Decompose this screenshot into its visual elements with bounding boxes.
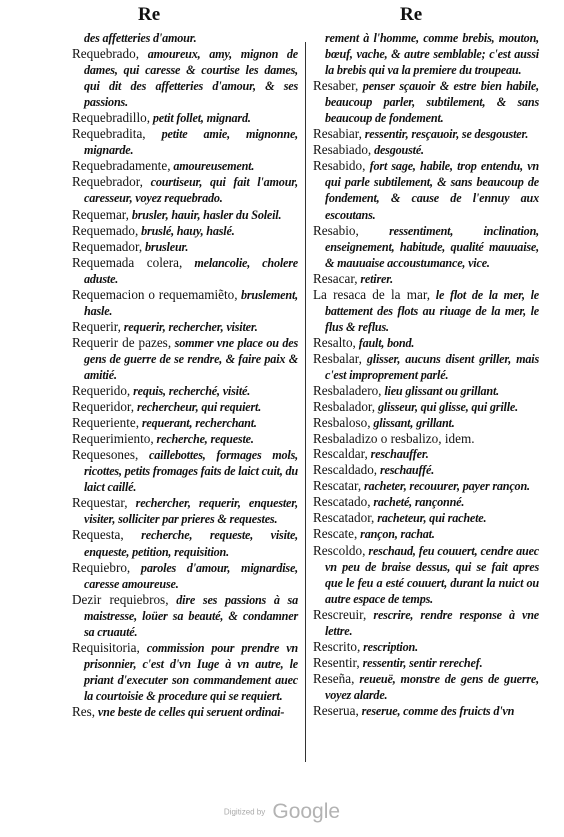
dictionary-entry xyxy=(72,110,298,126)
entry-headword: Requeriente, xyxy=(72,415,140,431)
entry-definition: penser sçauoir & estre bien habile, beaucoup parler, subtilement, & sans beaucoup de fondement. xyxy=(325,79,539,126)
dictionary-entry xyxy=(313,446,539,462)
entry-headword: Resentir, xyxy=(313,654,360,670)
dictionary-entry xyxy=(313,494,539,510)
entry-headword: Reserua, xyxy=(313,702,359,718)
entry-definition: ressentir, resçauoir, se desgouster. xyxy=(361,127,529,142)
entry-headword: Res, xyxy=(72,703,96,719)
entry-definition: commission pour prendre vn prisonnier, c'est d'vn Iuge à vn autre, le priant d'executer son commandement auec la courtoisie & procedure qui se requiert. xyxy=(84,640,298,703)
dictionary-entry xyxy=(313,671,539,703)
entry-headword: Resabido, xyxy=(313,158,366,174)
dictionary-entry xyxy=(313,335,539,351)
entry-definition: des affetteries d'amour. xyxy=(84,31,197,45)
entry-headword: Requiebro, xyxy=(72,559,131,575)
dictionary-entry xyxy=(72,223,298,239)
entry-definition: rescription. xyxy=(360,639,418,654)
dictionary-entry xyxy=(72,126,298,158)
entry-definition: rement à l'homme, comme brebis, mouton, bœuf, vache, & autre semblable; c'est aussi la brebis qui va la premiere du troupeau. xyxy=(325,31,539,78)
dictionary-entry xyxy=(72,287,298,319)
entry-headword: Dezir requiebros, xyxy=(72,591,169,607)
entry-headword: Resalto, xyxy=(313,334,356,350)
dictionary-entry xyxy=(313,510,539,526)
entry-definition: le flot de la mer, le battement des flots au riuage de la mer, le flus & reflus. xyxy=(325,287,539,334)
dictionary-entry xyxy=(313,158,539,222)
entry-headword: Requisitoria, xyxy=(72,639,140,655)
dictionary-entry xyxy=(72,640,298,704)
entry-definition: racheteur, qui rachete. xyxy=(374,511,487,526)
left-column xyxy=(72,30,298,720)
entry-definition: lieu glissant ou grillant. xyxy=(381,384,500,399)
entry-definition: requerir, rechercher, visiter. xyxy=(120,319,258,334)
entry-definition: fort sage, habile, trop entendu, vn qui parle subtilement, & sans beaucoup de fondement, & cause de l'ennuy aux escoutans. xyxy=(325,159,539,222)
entry-headword: Rescreuir, xyxy=(313,606,367,622)
running-header xyxy=(0,4,564,30)
dictionary-entry xyxy=(313,415,539,431)
entry-headword: Resabio, xyxy=(313,222,359,238)
entry-definition: ressentiment, inclination, enseignement, habitude, qualité mauuaise, & mauuaise accoustumance, vice. xyxy=(325,223,539,270)
entry-headword: Rescatar, xyxy=(313,478,362,494)
dictionary-entry xyxy=(313,655,539,671)
google-logo: Google xyxy=(272,800,341,823)
entry-definition: bruslement, hasle. xyxy=(84,287,299,318)
dictionary-entry xyxy=(72,399,298,415)
dictionary-entry xyxy=(72,495,298,527)
right-column xyxy=(313,30,539,719)
entry-definition: racheter, recouurer, payer rançon. xyxy=(361,479,530,494)
entry-headword: Rescate, xyxy=(313,526,358,542)
header-right: Re xyxy=(400,4,423,25)
entry-headword: Rescatador, xyxy=(313,510,375,526)
entry-definition: petite amie, mignonne, mignarde. xyxy=(84,127,298,158)
dictionary-entry xyxy=(72,415,298,431)
entry-headword: Requebrador, xyxy=(72,174,143,190)
entry-headword: Requemada colera, xyxy=(72,254,183,270)
entry-definition: requis, recherché, visité. xyxy=(130,384,251,399)
dictionary-entry xyxy=(313,383,539,399)
entry-definition: reschauffé. xyxy=(377,463,435,478)
digitized-by-label: Digitized by xyxy=(223,807,266,817)
entry-definition: vne beste de celles qui seruent ordinai- xyxy=(95,704,285,719)
entry-definition: reserue, comme des fruicts d'vn xyxy=(358,703,515,718)
dictionary-entry xyxy=(313,287,539,335)
dictionary-entry xyxy=(313,526,539,542)
dictionary-entry xyxy=(313,431,539,446)
entry-headword: Requeridor, xyxy=(72,399,135,415)
dictionary-entry xyxy=(313,78,539,126)
dictionary-entry xyxy=(72,174,298,206)
entry-definition: reschauffer. xyxy=(367,447,429,462)
entry-headword: Requesta, xyxy=(72,527,124,543)
dictionary-entry xyxy=(72,704,298,720)
entry-headword: Rescrito, xyxy=(313,638,361,654)
dictionary-entry xyxy=(72,527,298,559)
entry-definition: paroles d'amour, mignardise, caresse amoureuse. xyxy=(84,560,298,591)
entry-definition: desgousté. xyxy=(371,143,424,158)
dictionary-entry xyxy=(313,543,539,607)
entry-definition: melancolie, cholere aduste. xyxy=(84,255,298,286)
entry-definition: amoureux, amy, mignon de dames, qui caresse & courtise les dames, qui dit des affetteries d'amour, & ses passions. xyxy=(84,47,298,110)
entry-headword: Requemado, xyxy=(72,222,139,238)
entry-definition: glisseur, qui glisse, qui grille. xyxy=(375,400,518,415)
entry-definition: brusler, hauir, hasler du Soleil. xyxy=(128,207,282,222)
entry-definition: requerant, recherchant. xyxy=(139,416,257,431)
entry-headword: Resbalar, xyxy=(313,350,362,366)
entry-definition: glisser, aucuns disent griller, mais c'est improprement parlé. xyxy=(325,351,539,382)
entry-headword: Resacar, xyxy=(313,270,358,286)
entry-definition: caillebottes, formages mols, ricottes, petits fromages faits de laict cuit, du laict caillé. xyxy=(84,448,298,495)
entry-headword: Resabiado, xyxy=(313,142,372,158)
entry-definition: dire ses passions à sa maistresse, loüer sa beauté, & condamner sa cruauté. xyxy=(84,592,298,639)
dictionary-entry xyxy=(313,478,539,494)
entry-definition: reueuë, monstre de gens de guerre, voyez alarde. xyxy=(325,671,539,702)
dictionary-entry xyxy=(72,383,298,399)
entry-definition: courtiseur, qui fait l'amour, caresseur, voyez requebrado. xyxy=(84,175,298,206)
entry-headword: Requestar, xyxy=(72,495,128,511)
dictionary-entry xyxy=(313,223,539,271)
dictionary-entry xyxy=(313,126,539,142)
entry-headword: Rescatado, xyxy=(313,494,371,510)
entry-headword: Requemacion o requemamiẽto, xyxy=(72,286,238,302)
entry-headword: Resaber, xyxy=(313,78,359,94)
dictionary-entry xyxy=(72,30,298,46)
entry-definition: rechercheur, qui requiert. xyxy=(134,400,262,415)
entry-definition: fault, bond. xyxy=(355,335,415,350)
entry-definition: rescrire, rendre response à vne lettre. xyxy=(325,607,539,638)
entry-headword: Rescaldar, xyxy=(313,446,368,462)
entry-headword: Requesones, xyxy=(72,447,139,463)
entry-headword: Requebradita, xyxy=(72,126,146,142)
dictionary-entry xyxy=(313,271,539,287)
entry-headword: Requerir de pazes, xyxy=(72,334,172,350)
entry-headword: Reseña, xyxy=(313,670,355,686)
entry-headword: Requebrado, xyxy=(72,46,140,62)
entry-headword: Requemador, xyxy=(72,238,143,254)
dictionary-entry xyxy=(313,607,539,639)
entry-headword: Requebradamente, xyxy=(72,158,171,174)
dictionary-entry xyxy=(72,560,298,592)
entry-definition: sommer vne place ou des gens de guerre de se rendre, & faire paix & amitié. xyxy=(84,335,298,382)
dictionary-entry xyxy=(313,703,539,719)
entry-headword: Resbalador, xyxy=(313,399,376,415)
entry-definition: rançon, rachat. xyxy=(357,527,435,542)
entry-definition: petit follet, mignard. xyxy=(150,111,251,126)
entry-definition: amoureusement. xyxy=(170,159,255,174)
dictionary-entry xyxy=(72,255,298,287)
entry-headword: Requerimiento, xyxy=(72,431,154,447)
entry-definition: rechercher, requerir, enquester, visiter, solliciter par prieres & requestes. xyxy=(84,496,298,527)
dictionary-entry xyxy=(72,158,298,174)
dictionary-entry xyxy=(72,592,298,640)
entry-definition: recherche, requeste. xyxy=(153,432,254,447)
column-divider xyxy=(305,42,306,762)
dictionary-entry xyxy=(72,207,298,223)
entry-headword: Requerido, xyxy=(72,383,131,399)
entry-headword: La resaca de la mar, xyxy=(313,286,430,302)
entry-headword: Rescaldado, xyxy=(313,462,378,478)
dictionary-entry xyxy=(72,335,298,383)
entry-definition: retirer. xyxy=(357,271,393,286)
entry-definition: recherche, requeste, visite, enqueste, petition, requisition. xyxy=(84,528,298,559)
dictionary-entry xyxy=(313,30,539,78)
dictionary-entry xyxy=(72,319,298,335)
entry-headword: Resbaloso, xyxy=(313,415,371,431)
entry-headword: Requebradillo, xyxy=(72,110,151,126)
entry-definition: ressentir, sentir rerechef. xyxy=(359,655,483,670)
entry-definition: racheté, rançonné. xyxy=(370,495,465,510)
dictionary-entry xyxy=(72,447,298,495)
dictionary-entry xyxy=(313,639,539,655)
entry-definition: glissant, grillant. xyxy=(370,416,455,431)
entry-headword: Resbaladizo o resbalizo, idem. xyxy=(313,431,475,447)
entry-headword: Requemar, xyxy=(72,206,129,222)
footer xyxy=(0,800,564,824)
dictionary-entry xyxy=(313,351,539,383)
entry-headword: Requerir, xyxy=(72,318,121,334)
entry-headword: Resabiar, xyxy=(313,126,362,142)
dictionary-entry xyxy=(313,399,539,415)
dictionary-entry xyxy=(72,239,298,255)
dictionary-entry xyxy=(313,142,539,158)
entry-definition: bruslé, hauy, haslé. xyxy=(138,223,235,238)
header-left: Re xyxy=(138,4,161,25)
dictionary-entry xyxy=(72,431,298,447)
entry-definition: reschaud, feu couuert, cendre auec vn peu de braise dessus, qui se fait apres que le feu a esté couuert, durant la nuict ou autre espace de temps. xyxy=(325,543,539,606)
dictionary-entry xyxy=(72,46,298,110)
entry-definition: brusleur. xyxy=(142,239,189,254)
entry-headword: Resbaladero, xyxy=(313,383,382,399)
entry-headword: Rescoldo, xyxy=(313,542,366,558)
dictionary-entry xyxy=(313,462,539,478)
